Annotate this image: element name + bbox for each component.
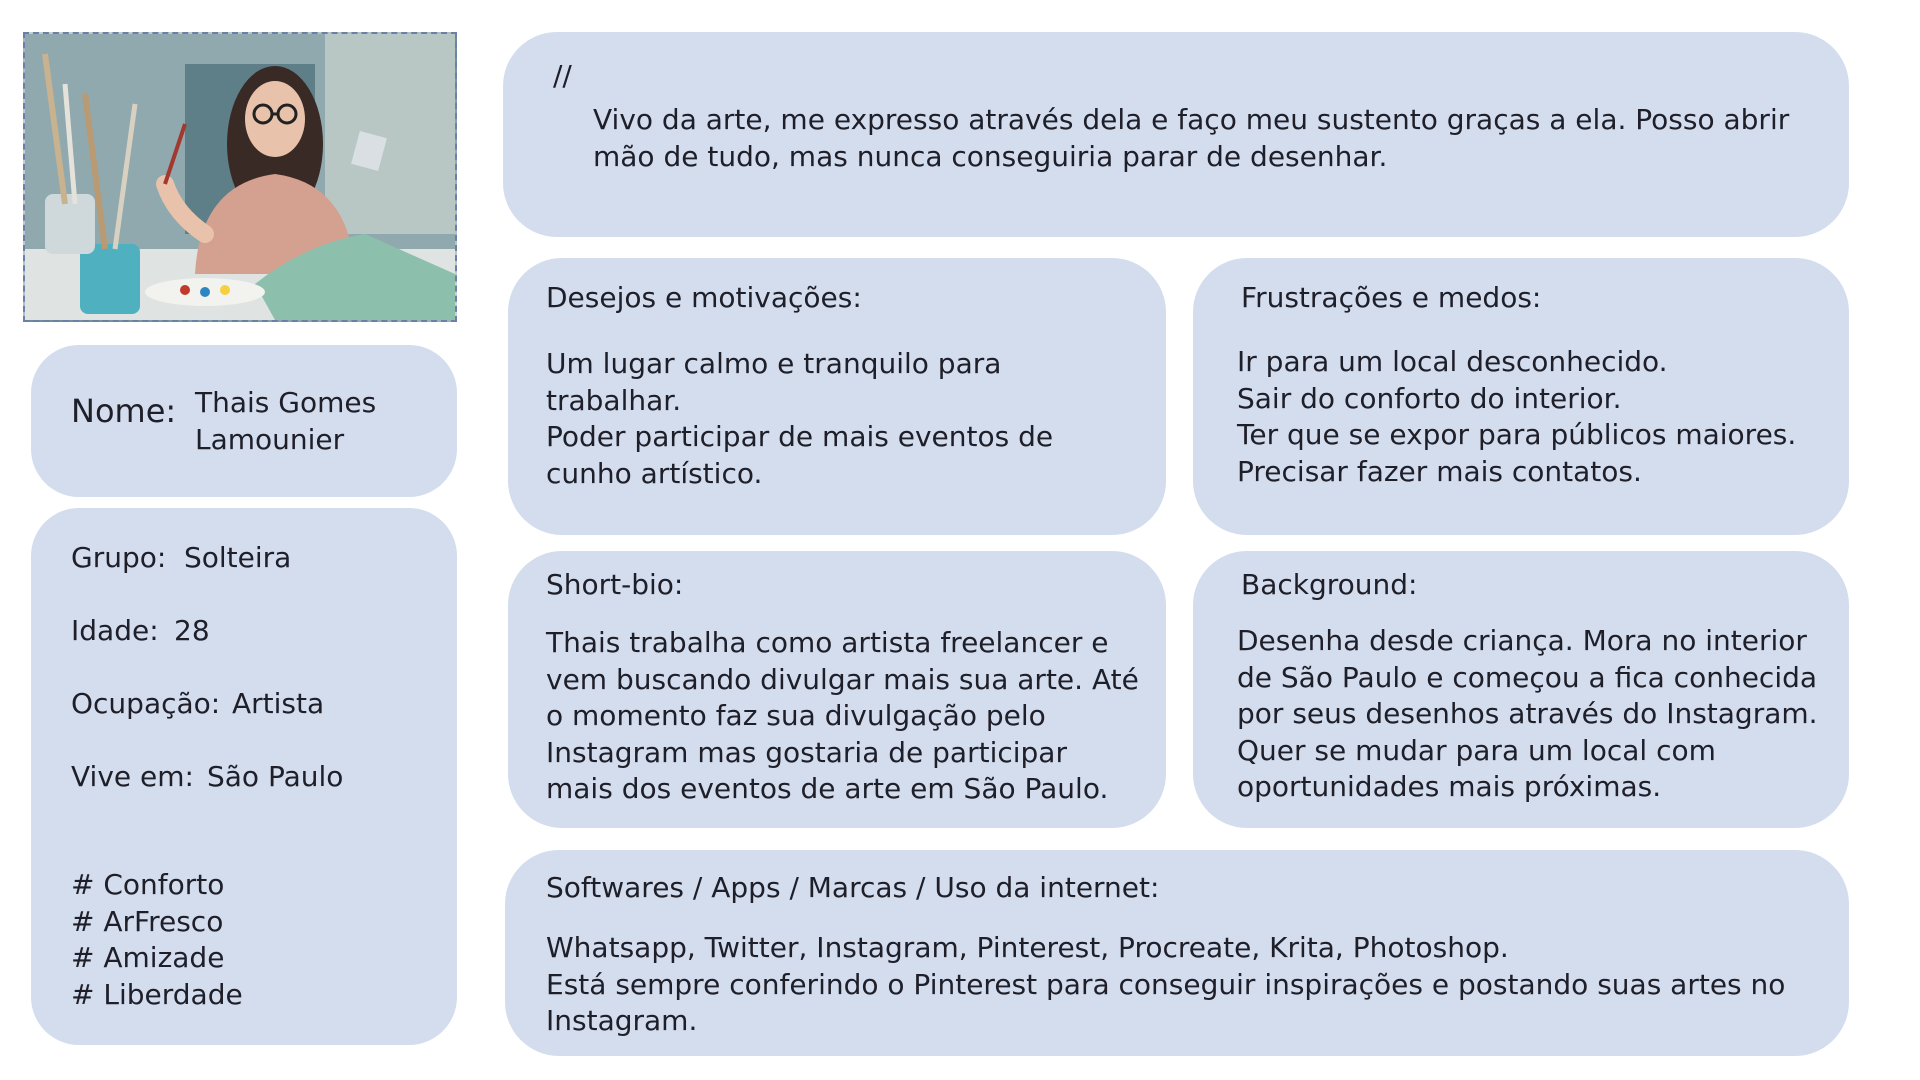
- frustrations-card: [1193, 258, 1849, 535]
- name-label: Nome:: [71, 392, 177, 430]
- background-card: [1193, 551, 1849, 828]
- field-label: Vive em:: [71, 760, 194, 793]
- field-label: Idade:: [71, 614, 159, 647]
- software-text: Whatsapp, Twitter, Instagram, Pinterest, Procreate, Krita, Photoshop. Está sempre conferindo o Pinterest para conseguir inspirações e postando suas artes no Instagram.: [546, 931, 1786, 1037]
- field-value: 28: [174, 614, 210, 647]
- background-title: Background:: [1241, 568, 1418, 601]
- frustrations-title: Frustrações e medos:: [1241, 281, 1542, 314]
- frustrations-text: Ir para um local desconhecido. Sair do conforto do interior. Ter que se expor para públicos maiores. Precisar fazer mais contatos.: [1237, 345, 1797, 488]
- field-label: Grupo:: [71, 541, 167, 574]
- hashtags: # Conforto # ArFresco # Amizade # Liberdade: [71, 868, 243, 1011]
- name-value: Thais Gomes Lamounier: [195, 386, 377, 456]
- field-value: Artista: [232, 687, 325, 720]
- desires-text: Um lugar calmo e tranquilo para trabalhar. Poder participar de mais eventos de cunho artístico.: [546, 347, 1054, 490]
- software-card: [505, 850, 1849, 1056]
- info-card: [31, 508, 457, 1045]
- field-value: São Paulo: [207, 760, 344, 793]
- name-card: [31, 345, 457, 497]
- shortbio-card: [508, 551, 1166, 828]
- desires-title: Desejos e motivações:: [546, 281, 862, 314]
- persona-photo: [23, 32, 457, 322]
- background-text: Desenha desde criança. Mora no interior de São Paulo e começou a fica conhecida por seus desenhos através do Instagram. Quer se mudar para um local com oportunidades mais próximas.: [1237, 624, 1818, 803]
- quote-mark: //: [553, 59, 572, 92]
- field-label: Ocupação:: [71, 687, 221, 720]
- artist-illustration: [25, 34, 455, 320]
- software-title: Softwares / Apps / Marcas / Uso da internet:: [546, 871, 1160, 904]
- shortbio-title: Short-bio:: [546, 568, 684, 601]
- quote-text: Vivo da arte, me expresso através dela e faço meu sustento graças a ela. Posso abrir mão de tudo, mas nunca conseguiria parar de desenhar.: [593, 103, 1790, 173]
- shortbio-text: Thais trabalha como artista freelancer e vem buscando divulgar mais sua arte. Até o momento faz sua divulgação pelo Instagram mas gostaria de participar mais dos eventos de arte em São Paulo.: [546, 626, 1139, 805]
- desires-card: [508, 258, 1166, 535]
- field-value: Solteira: [184, 541, 292, 574]
- quote-card: [503, 32, 1849, 237]
